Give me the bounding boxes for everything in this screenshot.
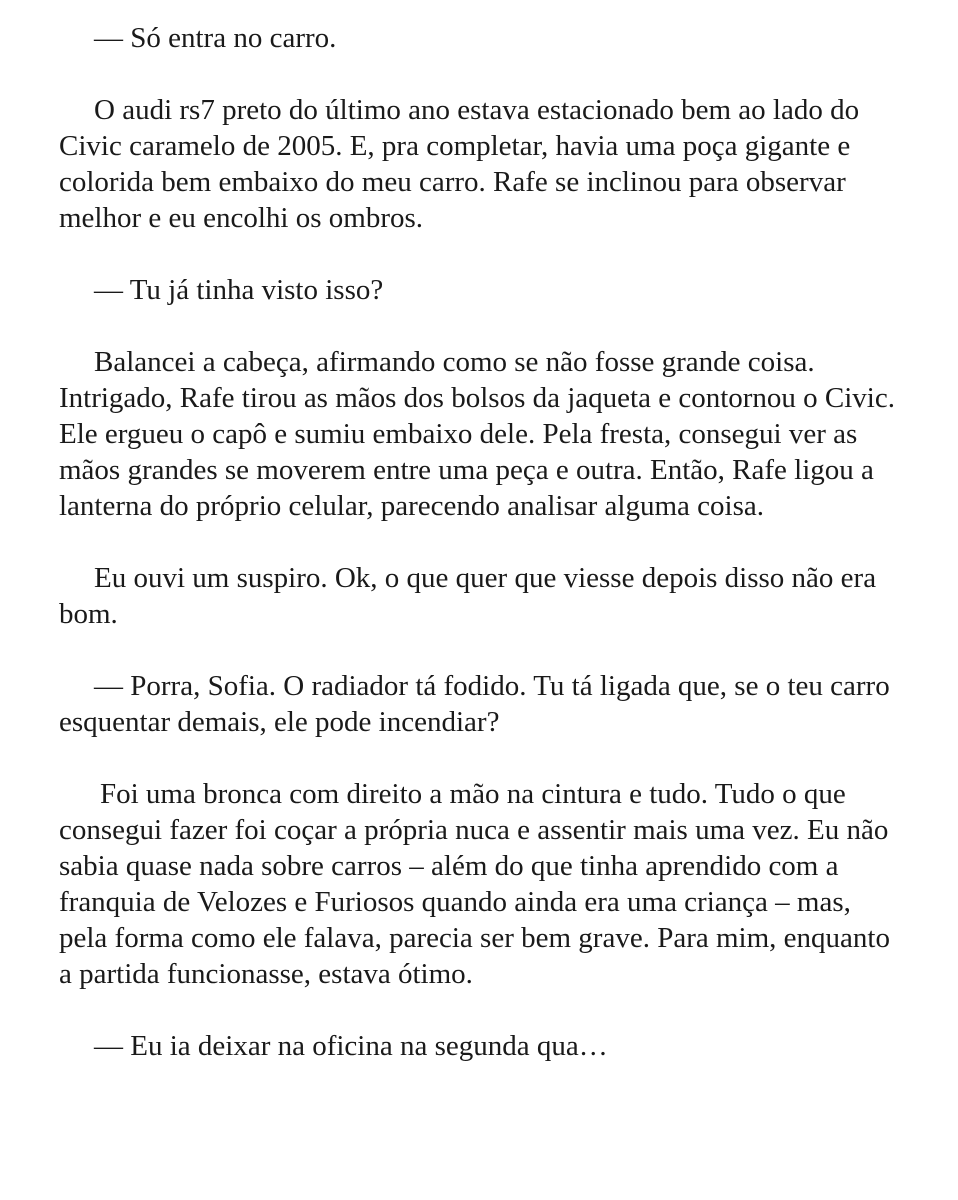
paragraph-dialogue-4: — Eu ia deixar na oficina na segunda qua… — [94, 1030, 608, 1062]
paragraph-narration-3: Eu ouvi um suspiro. Ok, o que quer que viesse depois disso não era bom. — [59, 562, 877, 630]
paragraph-narration-1: O audi rs7 preto do último ano estava estacionado bem ao lado do Civic caramelo de 2005. E, pra completar, havia uma poça gigante e colorida bem embaixo do meu carro. Rafe se inclinou para observar melhor e eu encolhi os ombros. — [59, 94, 860, 234]
paragraph-dialogue-3: — Porra, Sofia. O radiador tá fodido. Tu tá ligada que, se o teu carro esquentar demais, ele pode incendiar? — [59, 670, 890, 738]
paragraph-dialogue-1: — Só entra no carro. — [94, 22, 337, 54]
paragraph-narration-4: Foi uma bronca com direito a mão na cintura e tudo. Tudo o que consegui fazer foi coçar a própria nuca e assentir mais uma vez. Eu não sabia quase nada sobre carros – além do que tinha aprendido com a franquia de Velozes e Furiosos quando ainda era uma criança – mas, pela forma como ele falava, parecia ser bem grave. Para mim, enquanto a partida funcionasse, estava ótimo. — [59, 778, 890, 990]
paragraph-narration-2: Balancei a cabeça, afirmando como se não fosse grande coisa. Intrigado, Rafe tirou as mãos dos bolsos da jaqueta e contornou o Civic. Ele ergueu o capô e sumiu embaixo dele. Pela fresta, consegui ver as mãos grandes se moverem entre uma peça e outra. Então, Rafe ligou a lanterna do próprio celular, parecendo analisar alguma coisa. — [59, 346, 895, 522]
paragraph-dialogue-2: — Tu já tinha visto isso? — [94, 274, 384, 306]
